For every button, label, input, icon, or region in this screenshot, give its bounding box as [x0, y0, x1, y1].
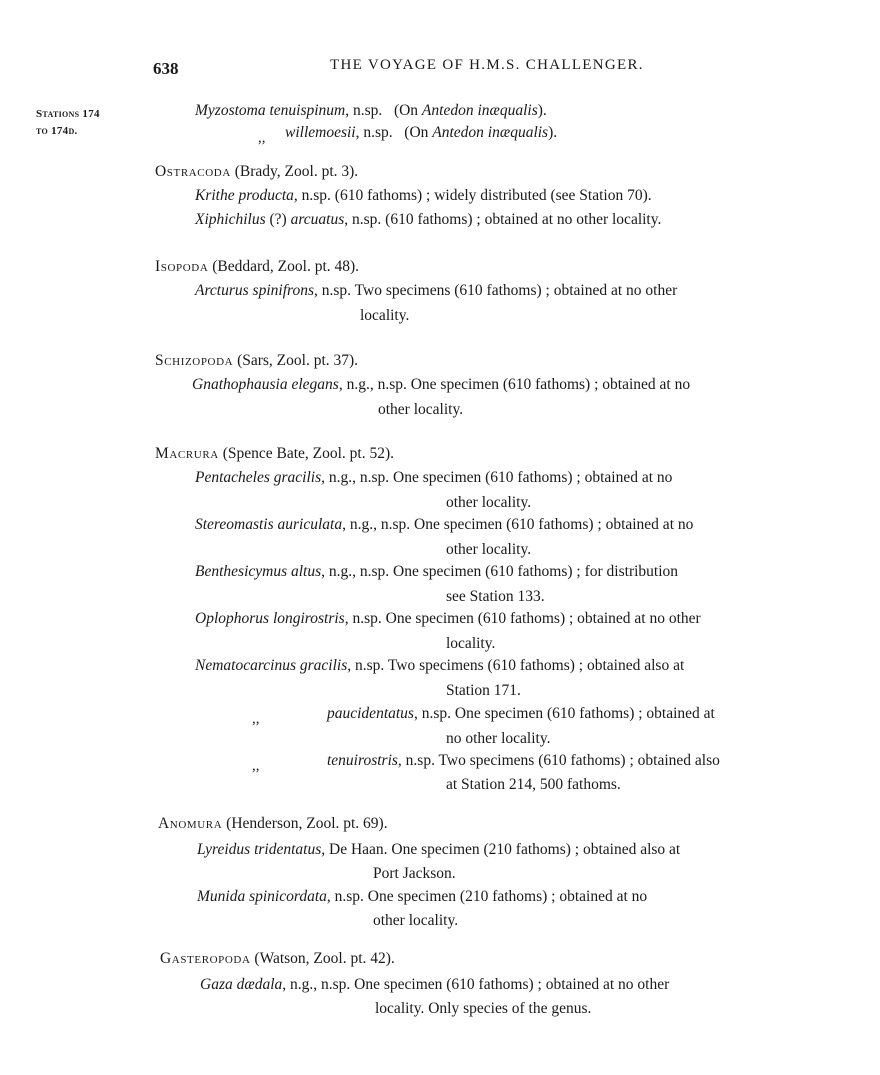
group-ref: (Spence Bate, Zool. pt. 52). [218, 445, 395, 462]
entry-text: , n.sp. (610 fathoms) ; obtained at no other locality. [344, 211, 662, 228]
margin-note-line-2: to 174d. [36, 125, 78, 137]
group-name: Ostracoda [155, 163, 231, 180]
group-ref: (Brady, Zool. pt. 3). [230, 163, 359, 180]
entry-text: , n.sp. One specimen (210 fathoms) ; obtained at no [326, 888, 648, 905]
species-name: tenuirostris [327, 752, 398, 769]
section-heading-gasteropoda [160, 950, 395, 968]
entry-text: , n.g., n.sp. One specimen (610 fathoms) ; obtained at no [338, 376, 691, 393]
entry-text: , n.sp. Two specimens (610 fathoms) ; obtained also [397, 752, 720, 769]
macrura-entry-3 [195, 563, 678, 581]
ditto-mark: ,, [252, 758, 260, 774]
ostracoda-entry-1 [195, 187, 652, 205]
schizopoda-entry-1-cont: other locality. [378, 401, 464, 418]
page-number: 638 [153, 59, 179, 78]
entry-text: (?) [265, 211, 291, 228]
species-name: Pentacheles gracilis [195, 469, 322, 486]
species-name: paucidentatus [327, 705, 414, 722]
species-name: Gaza dædala [200, 976, 283, 993]
species-name: Myzostoma tenuispinum [195, 102, 346, 119]
species-name: Munida spinicordata [197, 888, 327, 905]
gasteropoda-entry-1 [200, 976, 669, 994]
species-name: Lyreidus tridentatus [197, 841, 322, 858]
species-name: Krithe producta [195, 187, 294, 204]
entry-text: , n.g., n.sp. One specimen (610 fathoms) ; obtained at no [342, 516, 694, 533]
group-name: Gasteropoda [160, 950, 251, 967]
macrura-entry-7 [327, 752, 720, 770]
ostracoda-entry-2 [195, 211, 661, 229]
macrura-entry-7-cont: at Station 214, 500 fathoms. [446, 776, 621, 793]
species-name: Arcturus spinifrons [195, 282, 314, 299]
running-title: THE VOYAGE OF H.M.S. CHALLENGER. [330, 57, 644, 73]
group-name: Anomura [158, 815, 223, 832]
margin-note-line-1: Stations 174 [36, 108, 100, 120]
entry-text: , n.sp. One specimen (610 fathoms) ; obtained at [413, 705, 715, 722]
macrura-entry-1-cont: other locality. [446, 494, 532, 511]
host-open: (On [404, 124, 433, 141]
host-name: Antedon inæqualis [421, 102, 538, 119]
macrura-entry-1 [195, 469, 672, 487]
entry-text: , n.g., n.sp. One specimen (610 fathoms) ; obtained at no other [282, 976, 670, 993]
species-name: willemoesii [285, 124, 356, 141]
myzostoma-entry-2 [285, 124, 557, 142]
myzostoma-entry-1 [195, 102, 547, 120]
macrura-entry-5-cont: Station 171. [446, 682, 521, 699]
ditto-mark: ,, [258, 130, 266, 146]
group-name: Isopoda [155, 258, 209, 275]
species-name: Stereomastis auriculata [195, 516, 343, 533]
group-name: Macrura [155, 445, 219, 462]
host-name: Antedon inæqualis [432, 124, 549, 141]
macrura-entry-2 [195, 516, 693, 534]
entry-text: , n.sp. Two specimens (610 fathoms) ; obtained at no other [314, 282, 678, 299]
group-ref: (Sars, Zool. pt. 37). [233, 352, 359, 369]
entry-text: , n.g., n.sp. One specimen (610 fathoms) ; for distribution [321, 563, 679, 580]
gasteropoda-entry-1-cont: locality. Only species of the genus. [375, 1000, 592, 1017]
anomura-entry-2 [197, 888, 647, 906]
macrura-entry-6 [327, 705, 715, 723]
entry-tag: , n.sp. [355, 124, 393, 141]
section-heading-schizopoda [155, 352, 358, 370]
entry-tag: , n.sp. [345, 102, 383, 119]
group-ref: (Beddard, Zool. pt. 48). [208, 258, 360, 275]
section-heading-ostracoda [155, 163, 358, 181]
species-name: arcuatus [290, 211, 345, 228]
section-heading-macrura [155, 445, 394, 463]
schizopoda-entry-1 [192, 376, 690, 394]
entry-text: , n.g., n.sp. One specimen (610 fathoms) ; obtained at no [321, 469, 673, 486]
macrura-entry-3-cont: see Station 133. [446, 588, 545, 605]
isopoda-entry-1 [195, 282, 677, 300]
species-name: Oplophorus longirostris [195, 610, 345, 627]
anomura-entry-1-cont: Port Jackson. [373, 865, 456, 882]
species-name: Xiphichilus [195, 211, 266, 228]
entry-text: , n.sp. (610 fathoms) ; widely distributed (see Station 70). [293, 187, 652, 204]
isopoda-entry-1-cont: locality. [360, 307, 410, 324]
macrura-entry-5 [195, 657, 684, 675]
species-name: Nematocarcinus gracilis [195, 657, 348, 674]
species-name: Gnathophausia elegans [192, 376, 339, 393]
macrura-entry-4 [195, 610, 701, 628]
host-open: (On [393, 102, 422, 119]
group-ref: (Henderson, Zool. pt. 69). [222, 815, 388, 832]
macrura-entry-4-cont: locality. [446, 635, 496, 652]
anomura-entry-2-cont: other locality. [373, 912, 459, 929]
entry-text: , n.sp. Two specimens (610 fathoms) ; obtained also at [347, 657, 685, 674]
entry-text: , n.sp. One specimen (610 fathoms) ; obtained at no other [344, 610, 701, 627]
entry-text: , De Haan. One specimen (210 fathoms) ; obtained also at [321, 841, 681, 858]
ditto-mark: ,, [252, 711, 260, 727]
macrura-entry-2-cont: other locality. [446, 541, 532, 558]
host-close: ). [537, 102, 547, 119]
group-name: Schizopoda [155, 352, 234, 369]
species-name: Benthesicymus altus [195, 563, 322, 580]
anomura-entry-1 [197, 841, 680, 859]
section-heading-isopoda [155, 258, 359, 276]
macrura-entry-6-cont: no other locality. [446, 730, 551, 747]
group-ref: (Watson, Zool. pt. 42). [250, 950, 395, 967]
host-close: ). [548, 124, 558, 141]
section-heading-anomura [158, 815, 388, 833]
